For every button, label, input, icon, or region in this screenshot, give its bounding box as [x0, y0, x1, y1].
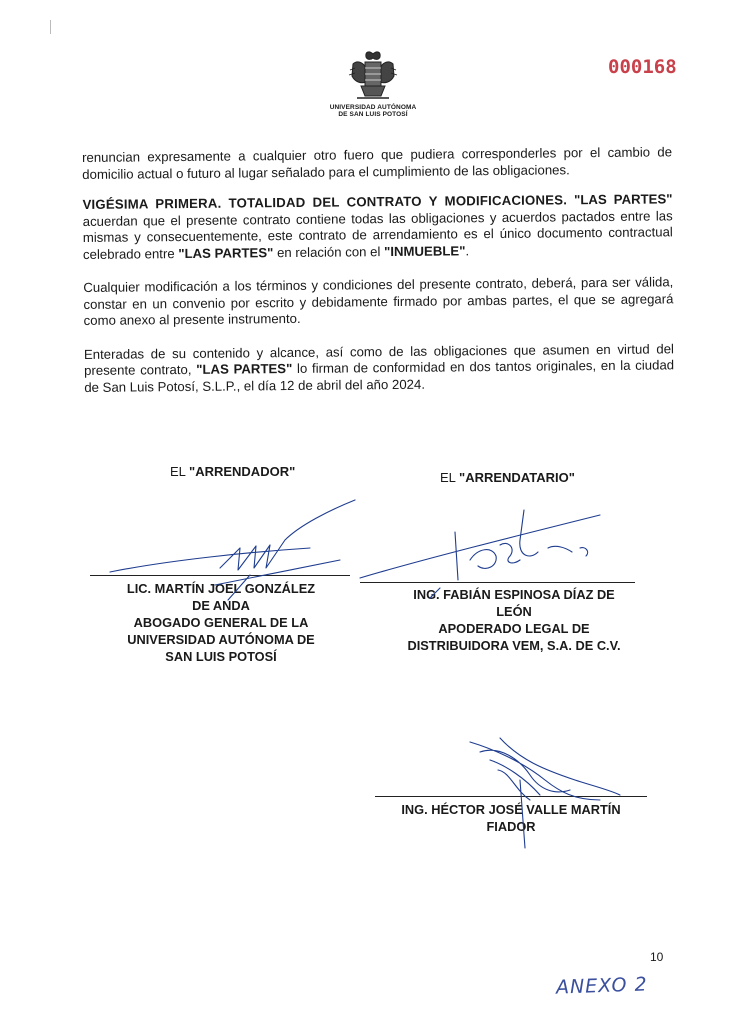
role-name: "ARRENDADOR" — [189, 464, 296, 479]
paragraph-modifications: Cualquier modificación a los términos y condiciones del presente contrato, deberá, para ser válida, constar en un convenio por escrito y debidamente firmado por ambas partes, el que se agregará como anexo al presente instrumento. — [83, 274, 674, 328]
clause-text: . — [465, 242, 470, 258]
signer-name: DE ANDA — [192, 598, 250, 613]
paragraph-jurisdiction: renuncian expresamente a cualquier otro fuero que pudiera corresponderles por el cambio de domicilio actual o futuro al lugar señalado para el cumplimiento de las obligaciones. — [82, 144, 673, 182]
signer-title: ABOGADO GENERAL DE LA — [133, 615, 309, 630]
contract-body — [82, 144, 674, 413]
folio-stamp: 000168 — [608, 56, 677, 78]
property-term: "INMUEBLE" — [383, 242, 466, 259]
university-name-line2: DE SAN LUIS POTOSÍ — [338, 111, 408, 118]
signer-name: ING. HÉCTOR JOSÉ VALLE MARTÍN — [401, 802, 621, 817]
fiador-signature-line — [375, 796, 647, 797]
signer-name: LEÓN — [496, 604, 532, 619]
signer-name: LIC. MARTÍN JOEL GONZÁLEZ — [126, 581, 316, 596]
closing-text: Enteradas de su contenido y alcance, así como de las obligaciones que asumen en virtud del presente contrato, — [83, 340, 675, 378]
university-name-line1: UNIVERSIDAD AUTÓNOMA — [329, 104, 417, 111]
signer-title: SAN LUIS POTOSÍ — [165, 649, 277, 664]
paragraph-clause-21 — [82, 191, 673, 263]
role-prefix: EL — [440, 470, 460, 485]
signer-title: UNIVERSIDAD AUTÓNOMA DE — [127, 632, 315, 647]
page-number: 10 — [650, 950, 664, 964]
role-prefix: EL — [170, 464, 190, 479]
signer-title: DISTRIBUIDORA VEM, S.A. DE C.V. — [407, 638, 621, 653]
parties-term: "LAS PARTES" — [574, 191, 673, 208]
arrendador-signature-line — [90, 575, 350, 576]
eagle-crest-icon — [347, 48, 399, 104]
clause-heading: VIGÉSIMA PRIMERA. TOTALIDAD DEL CONTRATO Y MODIFICACIONES. — [82, 192, 568, 212]
signer-title: FIADOR — [486, 819, 536, 834]
signer-name: ING. FABIÁN ESPINOSA DÍAZ DE — [413, 587, 615, 602]
arrendatario-signature-icon — [360, 510, 600, 598]
arrendador-signature-block — [92, 580, 350, 665]
signer-title: APODERADO LEGAL DE — [438, 621, 590, 636]
parties-term: "LAS PARTES" — [196, 360, 293, 377]
arrendatario-signature-line — [360, 582, 635, 583]
closing-text: lo firman de conformidad en dos tantos originales, en la ciudad de San Luis Potosí, S.L.P., el día 12 de abril del año 2024. — [84, 357, 675, 395]
parties-term: "LAS PARTES" — [178, 244, 274, 261]
annex-handwritten-note: ANEXO 2 — [555, 973, 648, 999]
scan-mark — [50, 20, 51, 34]
role-name: "ARRENDATARIO" — [459, 470, 575, 485]
clause-text: acuerdan que el presente contrato contiene todas las obligaciones y acuerdos pactados entre las mismas y consecuentemente, este contrato de arrendamiento es el único documento contractual celebrado entre — [82, 207, 673, 262]
arrendatario-role-title — [440, 470, 575, 485]
arrendatario-signature-block — [380, 586, 648, 654]
fiador-signature-block — [375, 801, 647, 835]
letterhead — [318, 48, 428, 118]
clause-text: en relación con el — [273, 243, 385, 260]
arrendador-role-title — [170, 464, 295, 479]
paragraph-closing — [84, 341, 674, 396]
